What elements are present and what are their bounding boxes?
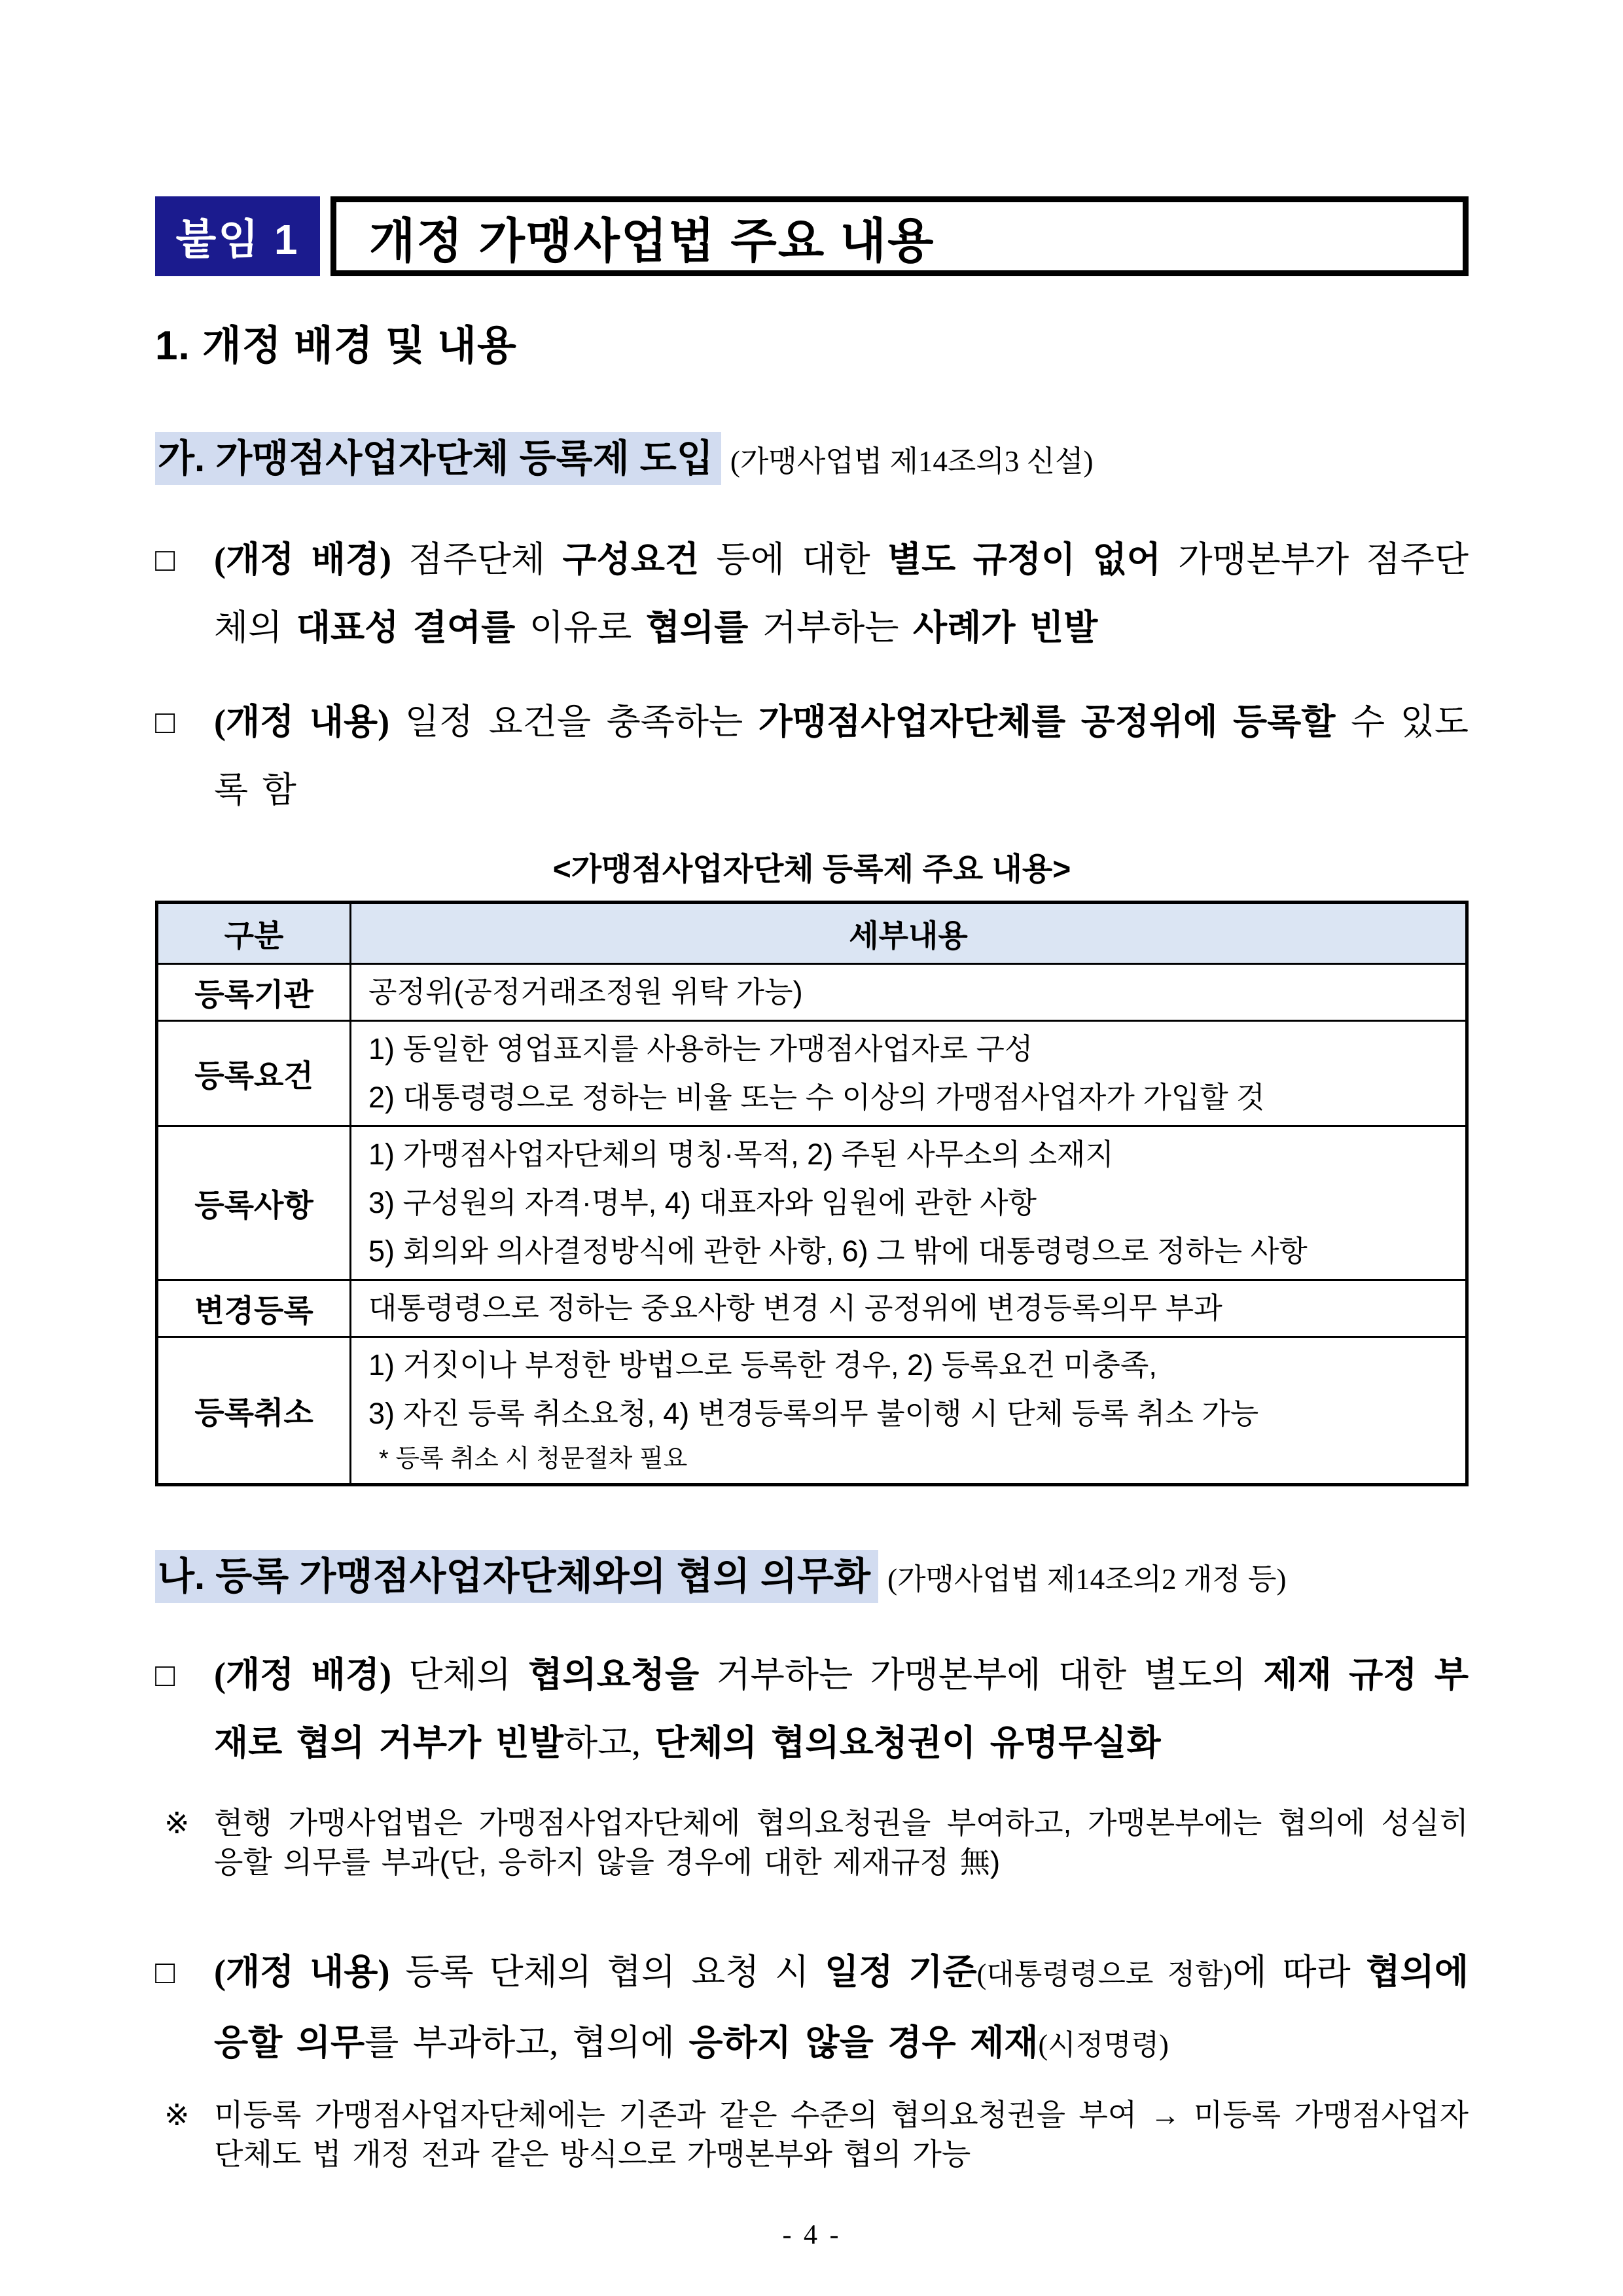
- column-header-details: 세부내용: [351, 903, 1467, 964]
- reference-mark-icon: ※: [164, 2098, 190, 2132]
- row-content-line: 3) 구성원의 자격·명부, 4) 대표자와 임원에 관한 사항: [368, 1186, 1037, 1219]
- subsection-ga-law-reference: (가맹사업법 제14조의3 신설): [730, 445, 1094, 478]
- row-label: 등록기관: [157, 964, 351, 1021]
- row-content: [351, 964, 1467, 1021]
- paragraph-ga-content: [155, 688, 1469, 824]
- attachment-badge: 붙임 1: [155, 196, 320, 276]
- checkbox-icon: □: [155, 1954, 175, 1990]
- table-row: [157, 1126, 1467, 1280]
- subsection-na-title: 나. 등록 가맹점사업자단체와의 협의 의무화: [155, 1550, 878, 1603]
- paragraph-text: (개정 내용) 일정 요건을 충족하는 가맹점사업자단체를 공정위에 등록할 수 있도록 함: [214, 702, 1469, 810]
- row-content-line: 1) 동일한 영업표지를 사용하는 가맹점사업자로 구성: [368, 1032, 1033, 1066]
- reference-note-unregistered: [164, 2095, 1469, 2174]
- note-text: 현행 가맹사업법은 가맹점사업자단체에 협의요청권을 부여하고, 가맹본부에는 협의에 성실히 응할 의무를 부과(단, 응하지 않을 경우에 대한 제재규정 無): [214, 1806, 1469, 1879]
- row-content-line: 1) 가맹점사업자단체의 명칭·목적, 2) 주된 사무소의 소재지: [368, 1138, 1114, 1171]
- doc-title: 개정 가맹사업법 주요 내용: [369, 214, 935, 268]
- doc-header: [155, 196, 1469, 276]
- paragraph-ga-background: [155, 526, 1469, 662]
- row-content: [351, 1126, 1467, 1280]
- doc-title-box: [330, 196, 1469, 276]
- table-row: [157, 1337, 1467, 1485]
- row-content-line: 3) 자진 등록 취소요청, 4) 변경등록의무 불이행 시 단체 등록 취소 가능: [368, 1397, 1259, 1430]
- paragraph-text: (개정 배경) 점주단체 구성요건 등에 대한 별도 규정이 없어 가맹본부가 점주단체의 대표성 결여를 이유로 협의를 거부하는 사례가 빈발: [214, 540, 1469, 647]
- row-content-line: 5) 회의와 의사결정방식에 관한 사항, 6) 그 밖에 대통령령으로 정하는 사항: [368, 1234, 1308, 1268]
- row-label: 변경등록: [157, 1280, 351, 1337]
- row-content: [351, 1280, 1467, 1337]
- section-1-heading: 1. 개정 배경 및 내용: [155, 323, 517, 368]
- registration-table: [155, 901, 1469, 1486]
- table-row: [157, 1280, 1467, 1337]
- checkbox-icon: □: [155, 541, 175, 578]
- page-number: - 4 -: [782, 2220, 842, 2250]
- row-content-line: 공정위(공정거래조정원 위탁 가능): [368, 975, 803, 1009]
- table-row: [157, 964, 1467, 1021]
- row-content-line: 대통령령으로 정하는 중요사항 변경 시 공정위에 변경등록의무 부과: [368, 1291, 1222, 1325]
- row-content-line: 1) 거짓이나 부정한 방법으로 등록한 경우, 2) 등록요건 미충족,: [368, 1348, 1157, 1382]
- reference-note-current-law: [164, 1803, 1469, 1882]
- checkbox-icon: □: [155, 1657, 175, 1693]
- row-content-line: * 등록 취소 시 청문절차 필요: [379, 1445, 688, 1473]
- row-label: 등록요건: [157, 1021, 351, 1126]
- row-content: [351, 1021, 1467, 1126]
- row-content: [351, 1337, 1467, 1485]
- table-caption: <가맹점사업자단체 등록제 주요 내용>: [552, 852, 1071, 887]
- paragraph-na-background: [155, 1641, 1469, 1777]
- subsection-ga-heading: [155, 427, 1469, 482]
- reference-mark-icon: ※: [164, 1806, 190, 1840]
- subsection-na-heading: [155, 1545, 1469, 1600]
- row-content-line: 2) 대통령령으로 정하는 비율 또는 수 이상의 가맹점사업자가 가입할 것: [368, 1081, 1265, 1114]
- paragraph-text: (개정 배경) 단체의 협의요청을 거부하는 가맹본부에 대한 별도의 제재 규정 부재로 협의 거부가 빈발하고, 단체의 협의요청권이 유명무실화: [214, 1655, 1469, 1763]
- subsection-na-law-reference: (가맹사업법 제14조의2 개정 등): [887, 1563, 1287, 1596]
- table-header-row: [157, 903, 1467, 964]
- column-header-category: 구분: [157, 903, 351, 964]
- table-row: [157, 1021, 1467, 1126]
- subsection-ga-title: 가. 가맹점사업자단체 등록제 도입: [155, 432, 721, 485]
- checkbox-icon: □: [155, 704, 175, 740]
- paragraph-text: (개정 내용) 등록 단체의 협의 요청 시 일정 기준(대통령령으로 정함)에 따라 협의에 응할 의무를 부과하고, 협의에 응하지 않을 경우 제재(시정명령): [214, 1952, 1469, 2062]
- row-label: 등록사항: [157, 1126, 351, 1280]
- paragraph-na-content: [155, 1938, 1469, 2079]
- note-text: 미등록 가맹점사업자단체에는 기존과 같은 수준의 협의요청권을 부여 → 미등록 가맹점사업자단체도 법 개정 전과 같은 방식으로 가맹본부와 협의 가능: [214, 2098, 1469, 2171]
- row-label: 등록취소: [157, 1337, 351, 1485]
